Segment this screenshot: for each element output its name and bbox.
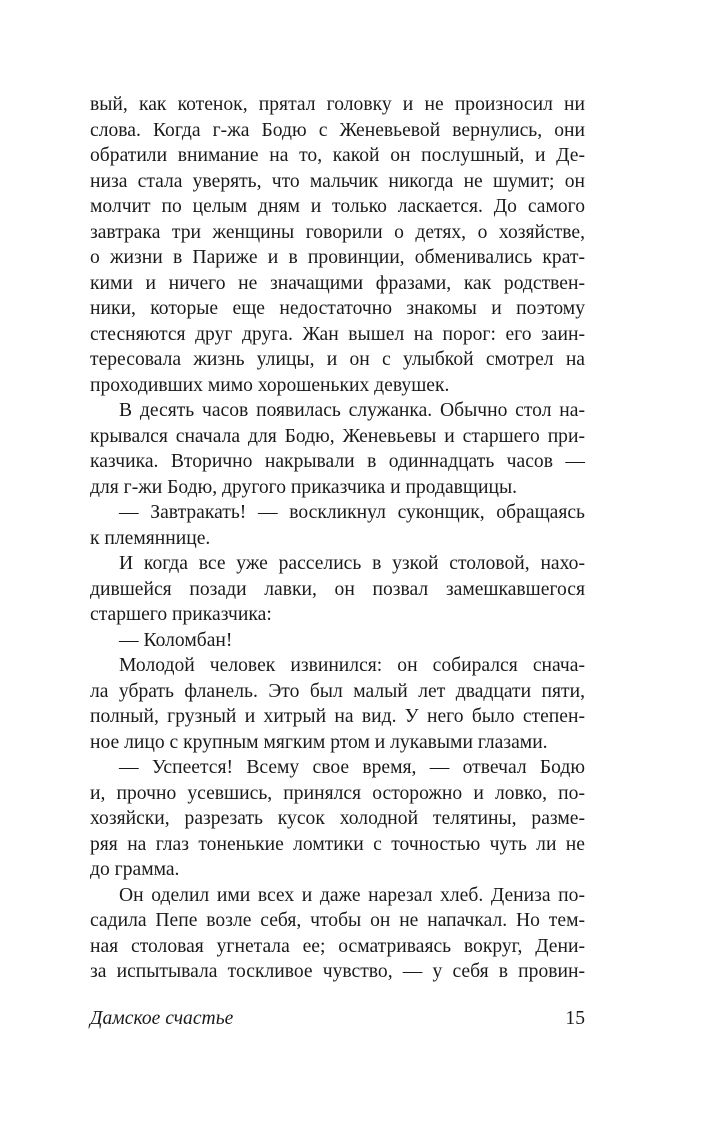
text-line: Он оделил ими всех и даже нарезал хлеб. Дениза по- xyxy=(119,884,585,906)
text-line: вый, как котенок, прятал головку и не произносил ни xyxy=(90,94,585,115)
text-line: хозяйски, разрезать кусок холодной телятины, разме- xyxy=(90,808,585,829)
body-text xyxy=(90,92,585,985)
text-line: крывался сначала для Бодю, Женевьевы и старшего при- xyxy=(90,425,585,447)
text-line: за испытывала тоскливое чувство, — у себя в провин- xyxy=(90,961,585,982)
text-line: полный, грузный и хитрый на вид. У него было степен- xyxy=(90,706,585,727)
running-footer-title: Дамское счастье xyxy=(90,1008,234,1029)
text-line: старшего приказчика: xyxy=(90,604,272,625)
text-line: низа стала уверять, что мальчик никогда не шумит; он xyxy=(90,170,585,192)
text-line: обратили внимание на то, какой он послушный, и Де- xyxy=(90,145,585,166)
text-line: до грамма. xyxy=(90,859,180,880)
text-line: дившейся позади лавки, он позвал замешкавшегося xyxy=(90,578,585,600)
text-line: — Успеется! Всему свое время, — отвечал Бодю xyxy=(119,757,585,778)
text-line: для г-жи Бодю, другого приказчика и продавщицы. xyxy=(90,476,518,498)
text-line: — Коломбан! xyxy=(119,629,233,651)
text-line: ная столовая угнетала ее; осматриваясь вокруг, Дени- xyxy=(90,935,585,957)
text-line: кими и ничего не значащими фразами, как родствен- xyxy=(90,272,585,294)
text-line: казчика. Вторично накрывали в одиннадцать часов — xyxy=(90,451,585,472)
text-line: ла убрать фланель. Это был малый лет двадцати пяти, xyxy=(90,680,585,702)
text-line: слова. Когда г-жа Бодю с Женевьевой вернулись, они xyxy=(90,119,585,141)
text-line: И когда все уже расселись в узкой столовой, нахо- xyxy=(119,553,585,574)
text-line: завтрака три женщины говорили о детях, о хозяйстве, xyxy=(90,221,585,243)
text-line: проходивших мимо хорошеньких девушек. xyxy=(90,374,450,396)
text-line: стесняются друг друга. Жан вышел на порог: его заин- xyxy=(90,323,585,345)
text-line: о жизни в Париже и в провинции, обменивались крат- xyxy=(90,247,585,268)
text-line: Молодой человек извинился: он собирался снача- xyxy=(119,655,585,676)
page-number: 15 xyxy=(565,1008,585,1029)
text-line: ное лицо с крупным мягким ртом и лукавыми глазами. xyxy=(90,731,548,753)
text-line: молчит по целым дням и только ласкается. До самого xyxy=(90,196,585,217)
text-line: к племяннице. xyxy=(90,527,211,549)
text-line: садила Пепе возле себя, чтобы он не напачкал. Но тем- xyxy=(90,910,585,931)
text-line: В десять часов появилась служанка. Обычно стол на- xyxy=(119,400,585,421)
text-line: ряя на глаз тоненькие ломтики с точностью чуть ли не xyxy=(90,833,585,855)
text-line: — Завтракать! — воскликнул суконщик, обращаясь xyxy=(119,502,585,523)
text-line: ники, которые еще недостаточно знакомы и поэтому xyxy=(90,298,585,319)
text-line: и, прочно усевшись, принялся осторожно и ловко, по- xyxy=(90,782,585,804)
text-line: тересовала жизнь улицы, и он с улыбкой смотрел на xyxy=(90,349,585,370)
